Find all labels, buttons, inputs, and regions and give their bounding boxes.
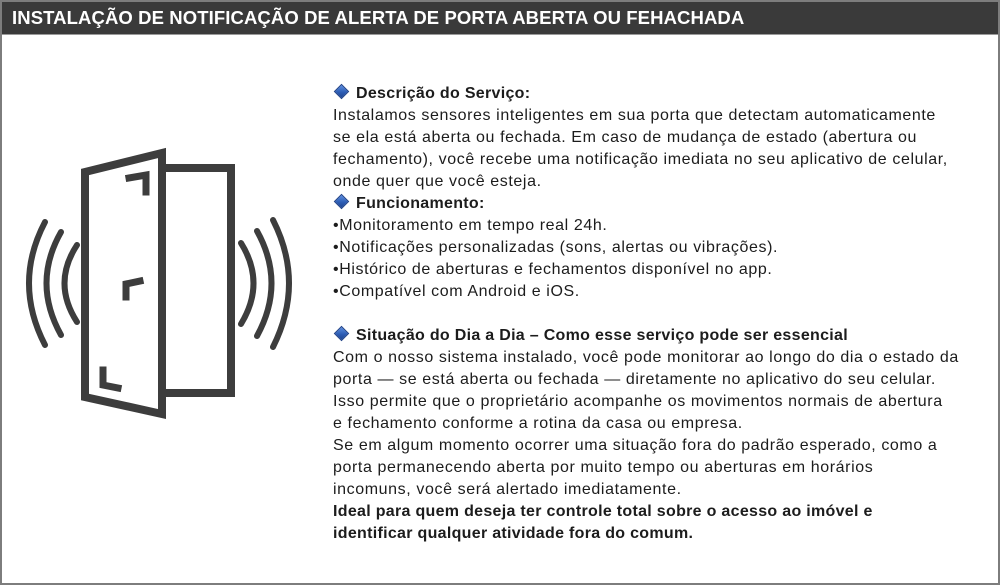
paragraph-line: Instalamos sensores inteligentes em sua porta que detectam automaticamente xyxy=(333,107,936,124)
header-bar xyxy=(2,2,998,35)
text-content xyxy=(333,83,983,545)
door-open-vibration-icon xyxy=(20,140,300,430)
section-heading-text: Funcionamento: xyxy=(356,195,485,212)
paragraph-line: fechamento), você recebe uma notificação imediata no seu aplicativo de celular, xyxy=(333,151,948,168)
paragraph-line: onde quer que você esteja. xyxy=(333,173,542,190)
vibration-arc-right-outer xyxy=(273,220,289,347)
door-frame xyxy=(160,168,231,393)
list-item: •Monitoramento em tempo real 24h. xyxy=(333,217,608,234)
list-item: •Histórico de aberturas e fechamentos disponível no app. xyxy=(333,261,773,278)
section-heading-daily-situation xyxy=(333,325,983,347)
paragraph-line: e fechamento conforme a rotina da casa ou empresa. xyxy=(333,415,743,432)
paragraph-line: Isso permite que o proprietário acompanhe os movimentos normais de abertura xyxy=(333,393,943,410)
section-heading-text: Descrição do Serviço: xyxy=(356,85,531,102)
paragraph-line: porta permanecendo aberta por muito tempo ou aberturas em horários xyxy=(333,459,874,476)
door-illustration xyxy=(20,140,300,430)
paragraph-line: porta — se está aberta ou fechada — diretamente no aplicativo do seu celular. xyxy=(333,371,936,388)
paragraph-line: Se em algum momento ocorrer uma situação fora do padrão esperado, como a xyxy=(333,437,938,454)
section-heading-operation xyxy=(333,193,983,215)
vibration-arc-right-middle xyxy=(257,231,272,336)
paragraph-line: Com o nosso sistema instalado, você pode monitorar ao longo do dia o estado da xyxy=(333,349,959,366)
page-title: INSTALAÇÃO DE NOTIFICAÇÃO DE ALERTA DE PORTA ABERTA OU FEHACHADA xyxy=(12,7,745,28)
section-heading-text: Situação do Dia a Dia – Como esse serviço pode ser essencial xyxy=(356,327,848,344)
closing-statement-line: Ideal para quem deseja ter controle total sobre o acesso ao imóvel e xyxy=(333,503,873,520)
diamond-bullet-icon xyxy=(334,326,350,342)
section-heading-description xyxy=(333,83,983,105)
vibration-arc-right-inner xyxy=(241,243,254,324)
list-item: •Compatível com Android e iOS. xyxy=(333,283,580,300)
paragraph-line: incomuns, você será alertado imediatamente. xyxy=(333,481,682,498)
vibration-arc-left-outer xyxy=(29,222,45,345)
closing-statement-line: identificar qualquer atividade fora do comum. xyxy=(333,525,694,542)
paragraph-line: se ela está aberta ou fechada. Em caso de mudança de estado (abertura ou xyxy=(333,129,917,146)
list-item: •Notificações personalizadas (sons, alertas ou vibrações). xyxy=(333,239,779,256)
vibration-arc-left-middle xyxy=(47,232,62,335)
diamond-bullet-icon xyxy=(334,194,350,210)
diamond-bullet-icon xyxy=(334,84,350,100)
vibration-arc-left-inner xyxy=(65,245,78,322)
section-spacer xyxy=(333,303,983,325)
